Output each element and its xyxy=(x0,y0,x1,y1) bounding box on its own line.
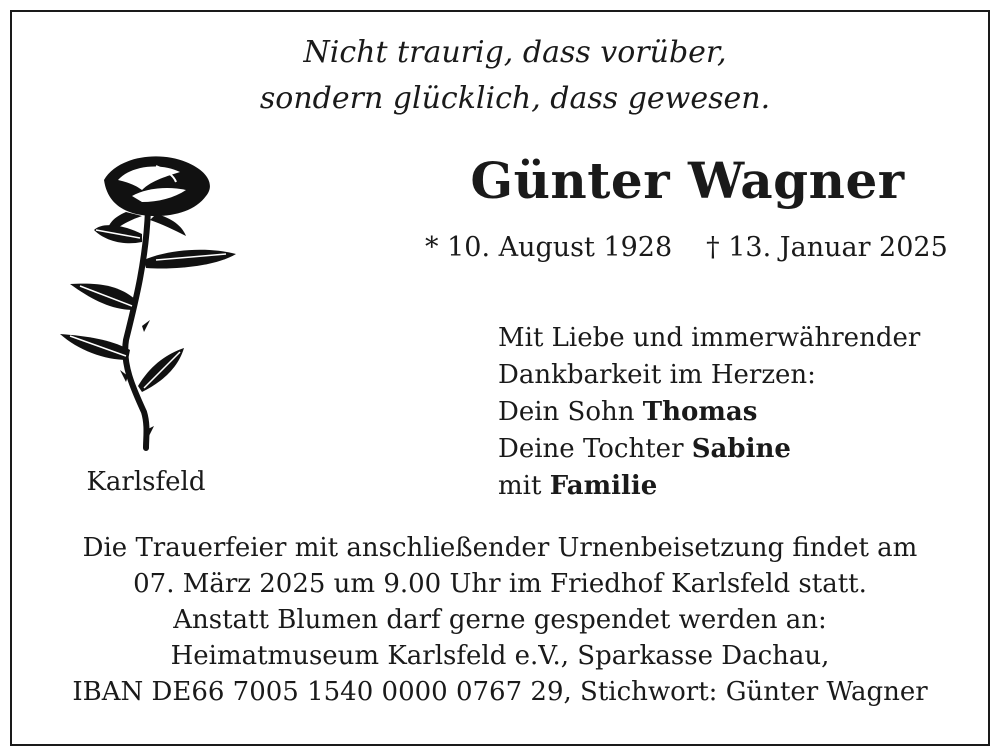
mourner-daughter xyxy=(498,431,968,468)
daughter-name: Sabine xyxy=(691,434,791,464)
motto-line-2: sondern glücklich, dass gewesen. xyxy=(259,81,771,116)
motto-quote xyxy=(0,30,1000,122)
family-name: Familie xyxy=(549,471,658,501)
rose-icon xyxy=(56,150,246,460)
birth-date: * 10. August 1928 xyxy=(425,232,673,263)
son-prefix: Dein Sohn xyxy=(498,397,635,427)
donation-line-2: Heimatmuseum Karlsfeld e.V., Sparkasse Dachau, xyxy=(170,641,830,671)
service-info xyxy=(20,530,980,710)
life-dates xyxy=(425,228,955,268)
family-prefix: mit xyxy=(498,471,542,501)
donation-line-1: Anstatt Blumen darf gerne gespendet werden an: xyxy=(173,605,827,635)
service-line-2: 07. März 2025 um 9.00 Uhr im Friedhof Karlsfeld statt. xyxy=(133,569,867,599)
mourners-line-1: Mit Liebe und immerwährender xyxy=(498,323,921,353)
son-name: Thomas xyxy=(642,397,758,427)
hometown-label: Karlsfeld xyxy=(86,467,206,497)
donation-iban: IBAN DE66 7005 1540 0000 0767 29, Stichwort: Günter Wagner xyxy=(72,677,928,707)
mourner-family xyxy=(498,468,968,505)
mourner-son xyxy=(498,394,968,431)
death-date: † 13. Januar 2025 xyxy=(706,232,948,263)
deceased-name: Günter Wagner xyxy=(470,151,905,210)
mourners-block xyxy=(498,320,968,505)
service-line-1: Die Trauerfeier mit anschließender Urnenbeisetzung findet am xyxy=(82,533,918,563)
motto-line-1: Nicht traurig, dass vorüber, xyxy=(303,35,727,70)
mourners-line-2: Dankbarkeit im Herzen: xyxy=(498,360,816,390)
daughter-prefix: Deine Tochter xyxy=(498,434,684,464)
